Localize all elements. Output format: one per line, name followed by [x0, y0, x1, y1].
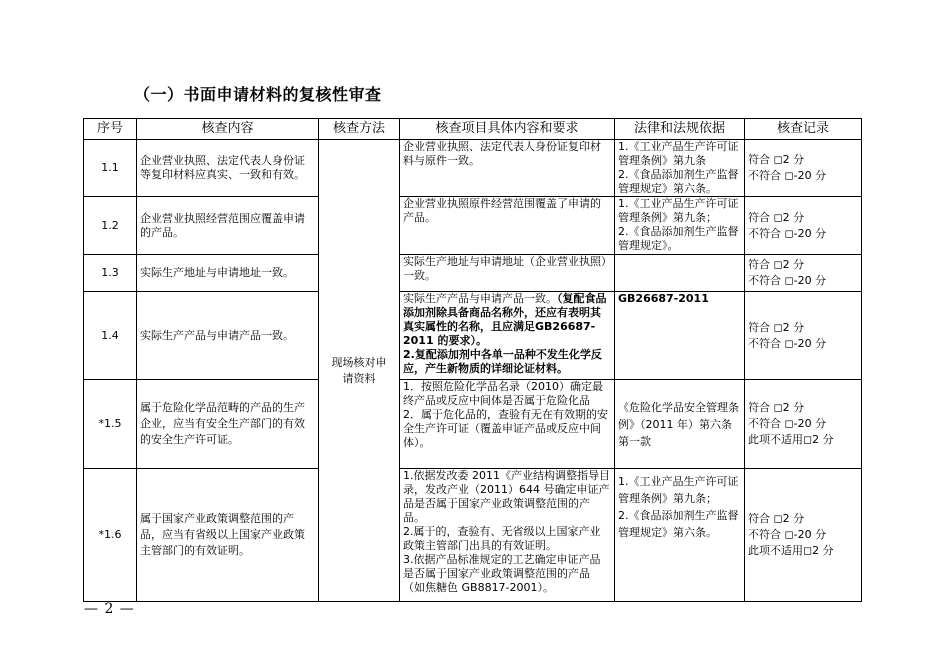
law-line: 2.《食品添加剂生产监督管理规定》第六条。 — [618, 509, 739, 539]
row-record — [745, 197, 862, 255]
table-row — [84, 255, 862, 292]
req-line: 实际生产产品与申请产品一致。 — [403, 292, 557, 305]
row-law — [615, 469, 745, 602]
record-line: 符合 ◻2 分 — [748, 210, 805, 224]
law-line: 2.《食品添加剂生产监督管理规定》第六条。 — [618, 168, 739, 195]
row-law — [615, 380, 745, 469]
req-line: 3.依据产品标准规定的工艺确定申证产品是否属于国家产业政策调整范围的产品（如焦糖色 GB8817-2001）。 — [403, 553, 601, 594]
table-row — [84, 380, 862, 469]
row-record — [745, 469, 862, 602]
row-record — [745, 380, 862, 469]
page-number: — 2 — — [84, 601, 135, 617]
row-content: 属于危险化学品范畴的产品的生产企业，应当有安全生产部门的有效的安全生产许可证。 — [137, 380, 319, 469]
header-no: 序号 — [84, 119, 137, 140]
record-line: 不符合 ◻-20 分 — [748, 169, 827, 182]
row-law — [615, 255, 745, 292]
row-no: *1.5 — [84, 380, 137, 469]
method-text: 现场核对申请资料 — [331, 355, 387, 385]
law-line: 1.《工业产品生产许可证管理条例》第九条； — [618, 475, 739, 505]
table-header-row — [84, 119, 862, 140]
law-line: 1.《工业产品生产许可证管理条例》第九条 — [618, 140, 739, 167]
row-content: 企业营业执照、法定代表人身份证等复印材料应真实、一致和有效。 — [137, 140, 319, 197]
req-line: 1.依据发改委 2011《产业结构调整指导目录，发改产业（2011）644 号确定申证产品是否属于国家产业政策调整范围的产品。 — [403, 469, 610, 524]
law-line: GB26687-2011 — [618, 292, 709, 305]
record-line: 符合 ◻2 分 — [748, 401, 805, 414]
header-record: 核查记录 — [745, 119, 862, 140]
req-line: 企业营业执照原件经营范围覆盖了申请的产品。 — [403, 197, 601, 224]
row-content: 企业营业执照经营范围应覆盖申请的产品。 — [137, 197, 319, 255]
row-law — [615, 140, 745, 197]
row-content: 实际生产产品与申请产品一致。 — [137, 292, 319, 380]
record-line: 此项不适用◻2 分 — [748, 544, 834, 557]
section-title: （一）书面申请材料的复核性审查 — [134, 85, 382, 104]
record-line: 符合 ◻2 分 — [748, 258, 805, 271]
row-no: 1.2 — [84, 197, 137, 255]
header-law: 法律和法规依据 — [615, 119, 745, 140]
row-requirements — [400, 380, 615, 469]
law-line: 2.《食品添加剂生产监督管理规定》。 — [618, 225, 739, 252]
row-record — [745, 140, 862, 197]
review-table — [83, 118, 862, 602]
record-line: 不符合 ◻-20 分 — [748, 336, 827, 350]
record-line: 不符合 ◻-20 分 — [748, 417, 827, 430]
row-requirements — [400, 197, 615, 255]
record-line: 符合 ◻2 分 — [748, 320, 805, 334]
table-row — [84, 197, 862, 255]
row-law — [615, 292, 745, 380]
table-row — [84, 469, 862, 602]
req-line-bold: （复配食品添加剂除具备商品名称外，还应有表明其真实属性的名称，且应满足GB26687-2011 的要求）。 — [403, 292, 607, 347]
record-line: 不符合 ◻-20 分 — [748, 226, 827, 240]
record-line: 符合 ◻2 分 — [748, 153, 805, 166]
req-line: 实际生产地址与申请地址（企业营业执照）一致。 — [403, 255, 607, 282]
row-content: 属于国家产业政策调整范围的产品，应当有省级以上国家产业政策主管部门的有效证明。 — [137, 469, 319, 602]
row-law — [615, 197, 745, 255]
record-line: 不符合 ◻-20 分 — [748, 274, 827, 287]
req-line-bold: 2.复配添加剂中各单一品种不发生化学反应，产生新物质的详细论证材料。 — [403, 348, 602, 375]
method-cell — [319, 140, 400, 602]
record-line: 不符合 ◻-20 分 — [748, 528, 827, 541]
row-requirements — [400, 255, 615, 292]
row-no: 1.4 — [84, 292, 137, 380]
header-method: 核查方法 — [319, 119, 400, 140]
row-no: *1.6 — [84, 469, 137, 602]
row-requirements — [400, 292, 615, 380]
law-line: 《危险化学品安全管理条例》（2011 年）第六条第一款 — [618, 400, 739, 448]
record-line: 此项不适用◻2 分 — [748, 433, 834, 446]
law-line: 1.《工业产品生产许可证管理条例》第九条； — [618, 197, 739, 224]
record-line: 符合 ◻2 分 — [748, 512, 805, 525]
row-requirements — [400, 140, 615, 197]
row-no: 1.1 — [84, 140, 137, 197]
req-line: 2.属于的，查验有、无省级以上国家产业政策主管部门出具的有效证明。 — [403, 525, 601, 552]
table-row — [84, 292, 862, 380]
header-requirements: 核查项目具体内容和要求 — [400, 119, 615, 140]
row-content: 实际生产地址与申请地址一致。 — [137, 255, 319, 292]
req-line: 企业营业执照、法定代表人身份证复印材料与原件一致。 — [403, 140, 601, 167]
table-row — [84, 140, 862, 197]
row-record — [745, 292, 862, 380]
row-no: 1.3 — [84, 255, 137, 292]
row-requirements — [400, 469, 615, 602]
row-record — [745, 255, 862, 292]
req-line: 1．按照危险化学品名录（2010）确定最终产品或反应中间体是否属于危险化品 — [403, 380, 603, 407]
header-content: 核查内容 — [137, 119, 319, 140]
req-line: 2．属于危化品的，查验有无在有效期的安全生产许可证（覆盖申证产品或反应中间体）。 — [403, 408, 608, 449]
